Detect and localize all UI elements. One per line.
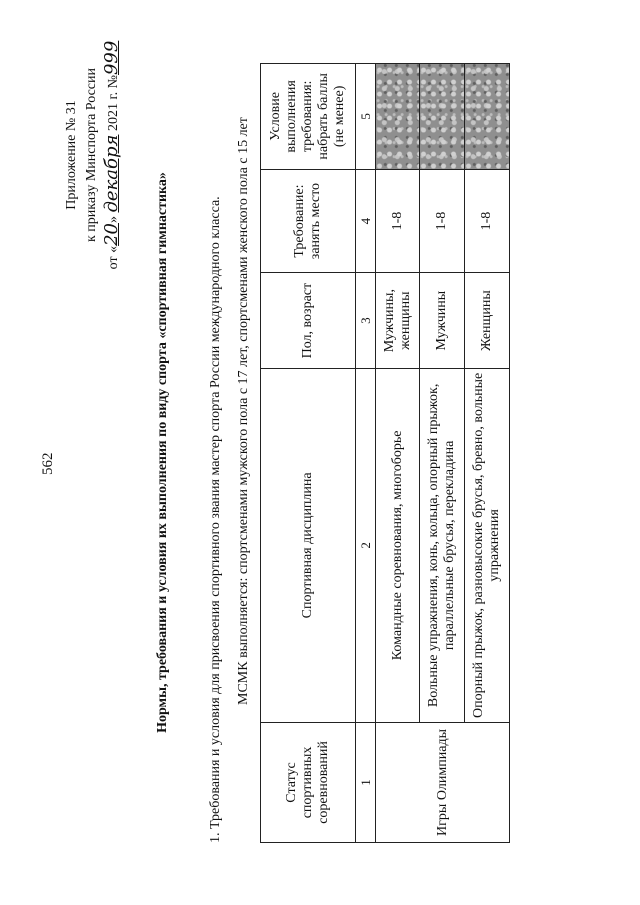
- header-cell: Условие выполнения требования: набрать баллы (не менее): [261, 64, 356, 170]
- header-cell: Статус спортивных соревнований: [261, 722, 356, 842]
- table-row: [376, 64, 420, 843]
- place-cell: 1-8: [465, 169, 510, 273]
- table-caption: МСМК выполняется: спортсменами мужского пола с 17 лет, спортсменами женского пола с 15 лет: [236, 117, 251, 705]
- shaded-cell: [376, 64, 420, 170]
- page-number: 562: [40, 452, 56, 475]
- discipline-cell: Вольные упражнения, конь, кольца, опорный прыжок, параллельные брусья, перекладина: [420, 368, 465, 722]
- place-cell: 1-8: [376, 169, 420, 273]
- annex-block: [62, 25, 124, 285]
- shaded-cell: [465, 64, 510, 170]
- column-number: 3: [356, 273, 376, 368]
- annex-title: Приложение № 31: [64, 100, 79, 210]
- annex-date-line: [102, 25, 124, 285]
- handwritten-month: декабря: [101, 134, 122, 213]
- header-cell: Пол, возраст: [261, 273, 356, 368]
- shaded-cell: [420, 64, 465, 170]
- header-cell: Спортивная дисциплина: [261, 368, 356, 722]
- handwritten-day: 20: [101, 223, 122, 246]
- date-day-close: »: [106, 216, 121, 224]
- sex-cell: Женщины: [465, 273, 510, 368]
- column-number-row: [356, 64, 376, 843]
- document-title: Нормы, требования и условия их выполнения по виду спорта «спортивная гимнастика»: [155, 172, 170, 733]
- handwritten-order-number: 999: [101, 40, 122, 76]
- date-year: 2021 г. №: [106, 75, 121, 132]
- discipline-cell: Опорный прыжок, разновысокие брусья, бревно, вольные упражнения: [465, 368, 510, 722]
- column-number: 4: [356, 169, 376, 273]
- column-number: 1: [356, 722, 376, 842]
- annex-order-line: к приказу Минспорта России: [84, 68, 99, 242]
- header-cell: Требование: занять место: [261, 169, 356, 273]
- date-prefix: от «: [106, 245, 121, 270]
- norms-table: [260, 63, 510, 843]
- discipline-cell: Командные соревнования, многоборье: [376, 368, 420, 722]
- section-heading: 1. Требования и условия для присвоения спортивного звания мастер спорта России международного класса.: [208, 196, 223, 843]
- status-cell: Игры Олимпиады: [376, 722, 510, 842]
- column-number: 2: [356, 368, 376, 722]
- table-header-row: [261, 64, 356, 843]
- sex-cell: Мужчины: [420, 273, 465, 368]
- place-cell: 1-8: [420, 169, 465, 273]
- column-number: 5: [356, 64, 376, 170]
- sex-cell: Мужчины, женщины: [376, 273, 420, 368]
